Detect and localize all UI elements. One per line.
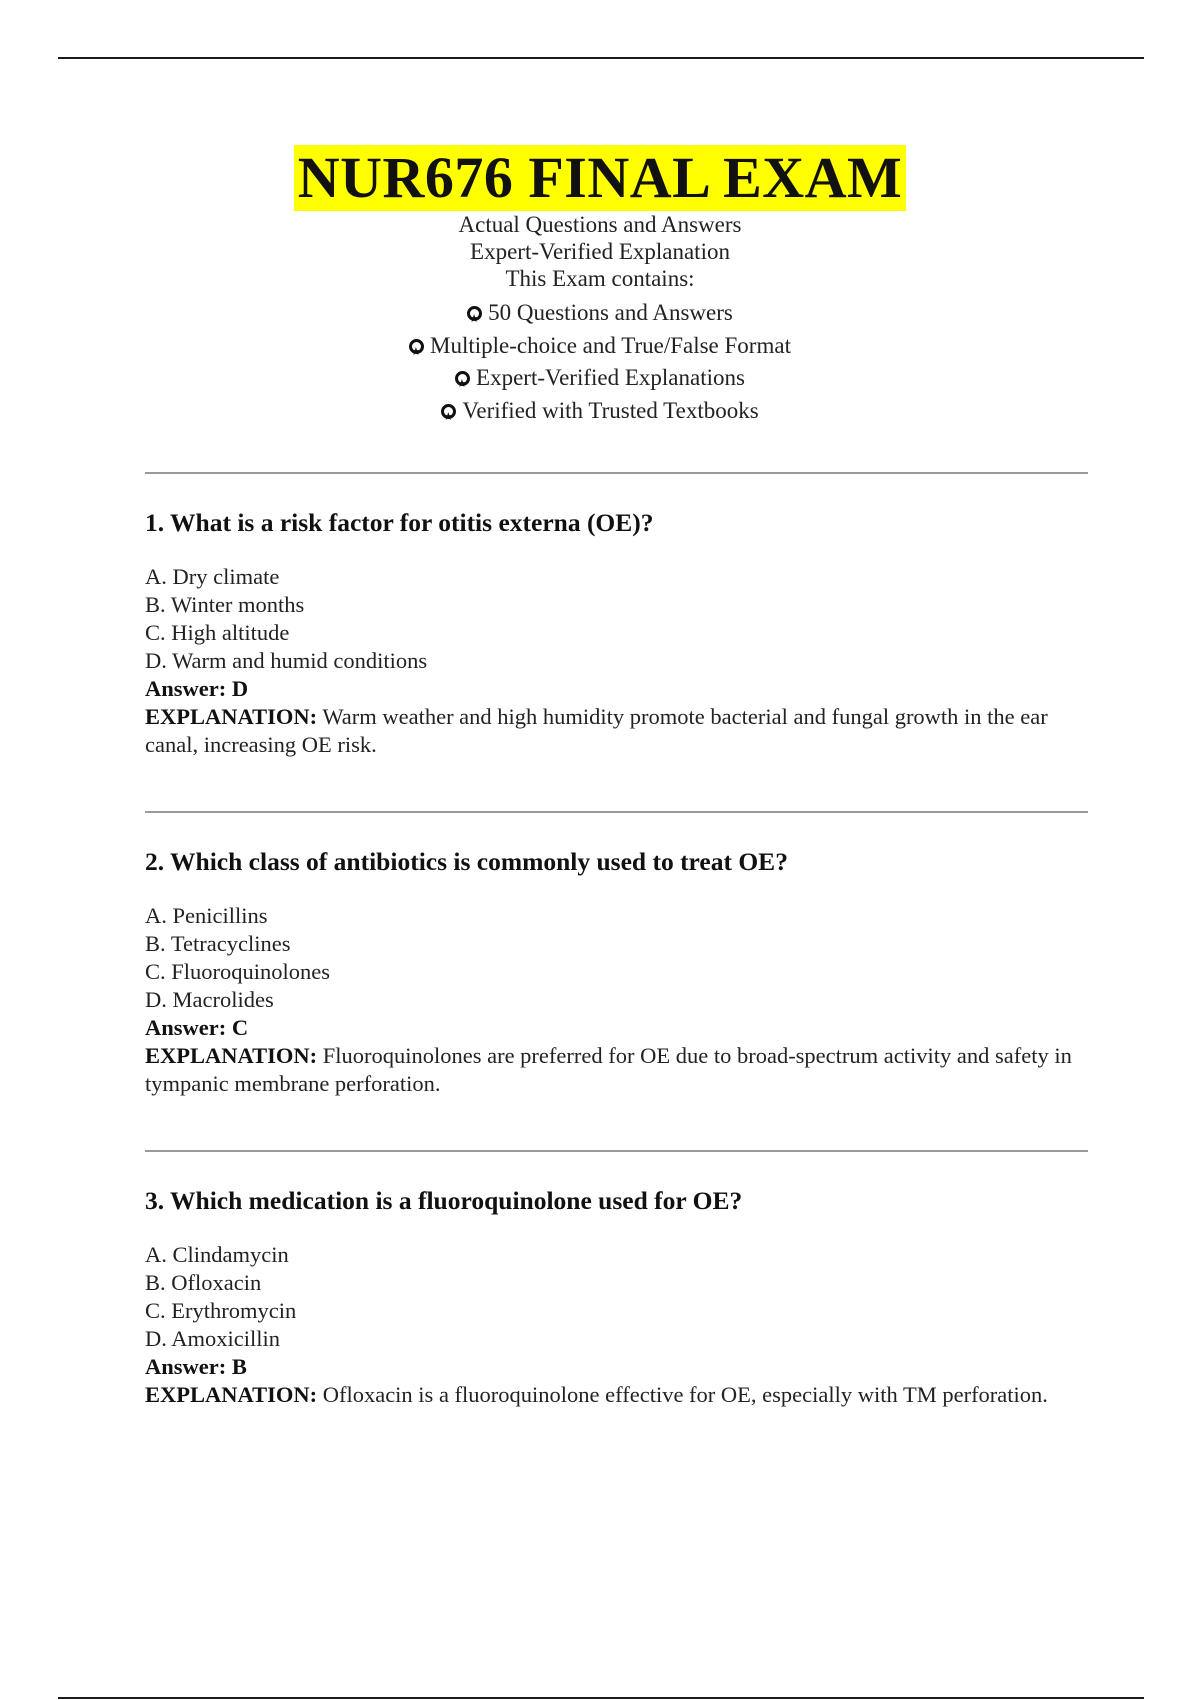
answer-option: A. Penicillins [145, 903, 268, 928]
feature-item [0, 297, 1200, 330]
exam-title: NUR676 FINAL EXAM [294, 145, 907, 211]
answer-option: D. Warm and humid conditions [145, 648, 428, 673]
answer-option: A. Dry climate [145, 564, 280, 589]
answer-option: C. High altitude [145, 620, 290, 645]
answer-option: B. Tetracyclines [145, 931, 291, 956]
answer-option: D. Macrolides [145, 987, 274, 1012]
feature-item [0, 330, 1200, 363]
question-block [145, 1186, 1090, 1409]
question-title: 1. What is a risk factor for otitis externa (OE)? [145, 508, 654, 537]
answer-option: B. Winter months [145, 592, 305, 617]
circled-star-icon [467, 306, 482, 321]
answer-option: A. Clindamycin [145, 1242, 289, 1267]
explanation-label: EXPLANATION: [145, 704, 318, 729]
explanation-label: EXPLANATION: [145, 1043, 318, 1068]
feature-item [0, 362, 1200, 395]
answer-option: C. Fluoroquinolones [145, 959, 331, 984]
circled-star-icon [409, 339, 424, 354]
feature-text: 50 Questions and Answers [488, 300, 733, 325]
feature-list [0, 297, 1200, 427]
answer-option: C. Erythromycin [145, 1298, 297, 1323]
answer-option: B. Ofloxacin [145, 1270, 262, 1295]
feature-text: Expert-Verified Explanations [476, 365, 745, 390]
page-bottom-rule [58, 1697, 1144, 1699]
feature-text: Multiple-choice and True/False Format [430, 332, 791, 358]
question-block [145, 847, 1090, 1098]
answer-option: D. Amoxicillin [145, 1326, 280, 1351]
feature-item [0, 395, 1200, 428]
section-divider [145, 472, 1088, 474]
explanation [145, 1042, 1090, 1098]
explanation-text: Warm weather and high humidity promote bacterial and fungal growth in the ear canal, increasing OE risk. [145, 704, 1048, 757]
question-block [145, 508, 1090, 759]
subtitle-line: Actual Questions and Answers [458, 212, 742, 237]
explanation-text: Ofloxacin is a fluoroquinolone effective for OE, especially with TM perforation. [322, 1382, 1048, 1407]
exam-header [0, 145, 1200, 427]
circled-star-icon [455, 371, 470, 386]
question-title: 2. Which class of antibiotics is commonly used to treat OE? [145, 847, 788, 876]
explanation-label: EXPLANATION: [145, 1382, 318, 1407]
subtitle-line: Expert-Verified Explanation [470, 239, 730, 264]
correct-answer: Answer: B [145, 1354, 247, 1379]
correct-answer: Answer: D [145, 676, 249, 701]
correct-answer: Answer: C [145, 1015, 249, 1040]
explanation [145, 1381, 1090, 1409]
feature-text: Verified with Trusted Textbooks [462, 397, 759, 423]
question-title: 3. Which medication is a fluoroquinolone used for OE? [145, 1186, 743, 1215]
section-divider [145, 1150, 1088, 1152]
page-top-rule [58, 57, 1144, 59]
circled-star-icon [441, 404, 456, 419]
explanation [145, 703, 1090, 759]
explanation-text: Fluoroquinolones are preferred for OE due to broad-spectrum activity and safety in tympanic membrane perforation. [145, 1043, 1072, 1096]
section-divider [145, 811, 1088, 813]
subtitle-line: This Exam contains: [505, 266, 695, 291]
